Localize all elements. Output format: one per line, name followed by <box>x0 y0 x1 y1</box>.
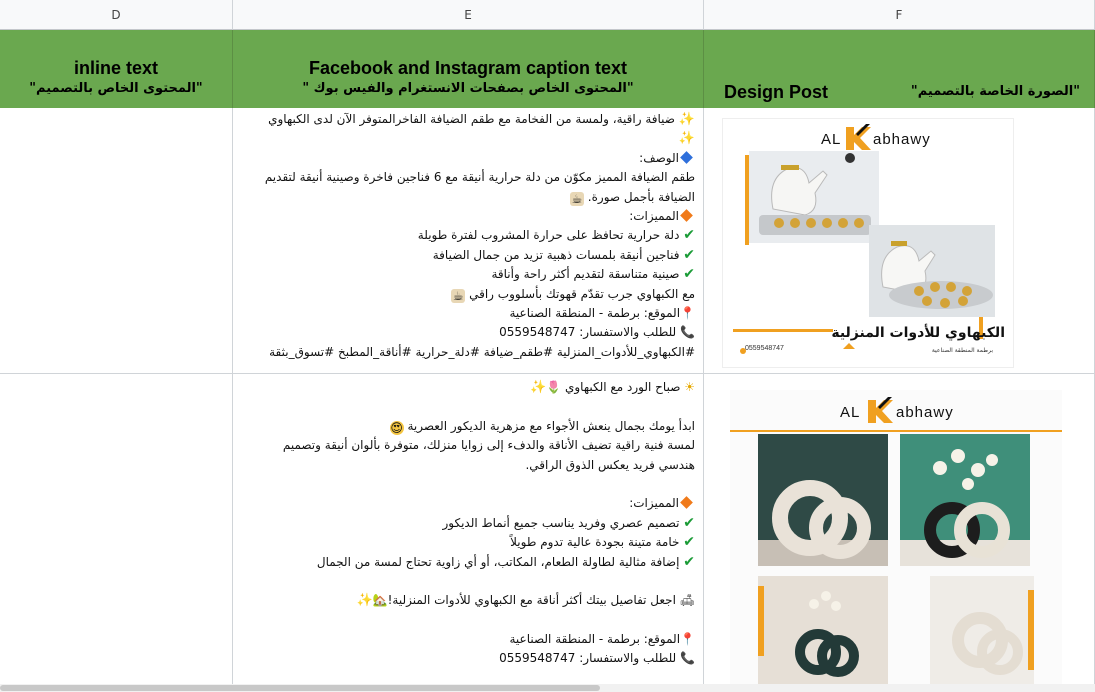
check-icon: ✔ <box>683 553 695 570</box>
column-letter: E <box>464 7 472 22</box>
blue-diamond-icon <box>680 151 693 164</box>
post-location: برطمة المنطقة الصناعية <box>931 347 993 354</box>
caption-line: المميزات: <box>629 496 679 511</box>
column-header-f[interactable] <box>704 0 1095 30</box>
caption-line: طقم الضيافة المميز مكوّن من دلة حرارية أنيقة مع 6 فناجين فاخرة وصينية أنيقة لتقديم <box>264 170 695 185</box>
check-icon: ✔ <box>683 266 695 283</box>
phone-icon: 📞 <box>680 325 695 340</box>
sun-icon: ☀ <box>684 380 695 394</box>
brand-logo-right: abhawy <box>873 131 931 148</box>
caption-line: صينية متناسقة لتقديم أكثر راحة وأناقة <box>491 267 680 282</box>
check-icon: ✔ <box>683 534 695 551</box>
caption-line: للطلب والاستفسار: 0559548747 <box>499 651 677 666</box>
cell-f-row2[interactable] <box>704 374 1095 692</box>
caption-line: اجعل تفاصيل بيتك أكثر أناقة مع الكبهاوي للأدوات المنزلية! <box>387 593 676 608</box>
sparkles-icon: ✨ <box>678 131 695 147</box>
header-title-e: Facebook and Instagram caption text <box>308 58 628 78</box>
caption-text <box>233 374 703 669</box>
cell-e-row2[interactable] <box>233 374 704 692</box>
caption-text <box>233 108 703 362</box>
caption-line: الوصف: <box>639 150 679 165</box>
caption-line: دلة حرارية تحافظ على حرارة المشروب لفترة طويلة <box>417 228 680 243</box>
caption-line: تصميم عصري وفريد يناسب جميع أنماط الديكور <box>442 515 680 530</box>
post-phone: 0559548747 <box>745 345 784 352</box>
caption-line: ضيافة راقية، ولمسة من الفخامة مع طقم الضيافة الفاخرالمتوفر الآن لدى الكبهاوي <box>268 112 675 126</box>
orange-diamond-icon <box>680 209 693 222</box>
heart-eyes-icon: 😍 <box>390 420 403 435</box>
header-title-d: inline text <box>73 58 158 78</box>
cell-e-row1[interactable] <box>233 108 704 374</box>
sparkles-icon: ✨ <box>678 112 695 127</box>
coffee-icon: ☕ <box>452 288 464 303</box>
header-subtitle-d: "المحتوى الخاص بالتصميم" <box>29 81 203 96</box>
caption-line: الموقع: برطمة - المنطقة الصناعية <box>509 305 681 320</box>
cell-d-row2[interactable] <box>0 374 233 692</box>
header-cell-f[interactable] <box>704 30 1095 108</box>
coffee-icon: ☕ <box>571 191 583 206</box>
sparkles-icon: ✨ <box>356 593 373 609</box>
caption-line: صباح الورد مع الكبهاوي <box>564 380 681 394</box>
caption-line: هندسي فريد يعكس الذوق الراقي. <box>525 457 695 472</box>
column-header-e[interactable] <box>233 0 704 30</box>
caption-line: للطلب والاستفسار: 0559548747 <box>499 325 677 340</box>
brand-logo-right: abhawy <box>896 404 954 421</box>
design-post-image-2[interactable] <box>730 390 1062 692</box>
caption-line: لمسة فنية راقية تضيف الأناقة والدفء إلى زوايا منزلك، متوفرة بألوان أنيقة وتصميم <box>282 438 695 453</box>
header-title-f: Design Post <box>724 82 829 102</box>
vase-illustration <box>730 390 1062 692</box>
orange-diamond-icon <box>680 496 693 509</box>
brand-logo-left: AL <box>840 404 861 421</box>
sofa-icon: 🛋 <box>679 593 695 608</box>
column-header-d[interactable] <box>0 0 233 30</box>
caption-line: فناجين أنيقة بلمسات ذهبية تزيد من جمال الضيافة <box>432 247 680 262</box>
check-icon: ✔ <box>683 227 695 244</box>
caption-line: إضافة مثالية لطاولة الطعام، المكاتب، أو أي زاوية تحتاج لمسة من الجمال <box>316 554 680 569</box>
caption-line: خامة متينة بجودة عالية تدوم طويلاً <box>510 535 680 550</box>
caption-line: الموقع: برطمة - المنطقة الصناعية <box>509 632 681 647</box>
sparkles-icon: ✨ <box>530 380 547 395</box>
header-subtitle-f: "الصورة الخاصة بالتصميم" <box>910 84 1080 99</box>
caption-line: ابدأ يومك بجمال ينعش الأجواء مع مزهرية الديكور العصرية <box>407 418 695 433</box>
caption-line: #الكبهاوي_للأدوات_المنزلية #طقم_ضيافة #دلة_حرارية #أناقة_المطبخ #تسوق_بثقة <box>269 344 695 359</box>
brand-logo-left: AL <box>821 131 842 148</box>
tulip-icon: 🌷 <box>546 380 562 394</box>
check-icon: ✔ <box>683 514 695 531</box>
caption-line: المميزات: <box>629 208 679 223</box>
horizontal-scrollbar-thumb[interactable] <box>0 685 600 691</box>
house-icon: 🏡 <box>372 593 388 608</box>
caption-line: مع الكبهاوي جرب تقدّم قهوتك بأسلووب راقي <box>469 286 695 301</box>
post-tagline: الكبهاوي للأدوات المنزلية <box>831 325 1005 341</box>
check-icon: ✔ <box>683 246 695 263</box>
design-post-image-1[interactable] <box>722 118 1014 368</box>
header-cell-d[interactable] <box>0 30 233 108</box>
column-letter: F <box>895 7 903 22</box>
pin-icon: 📍 <box>680 632 695 647</box>
column-letter: D <box>111 7 121 22</box>
caption-line: الضيافة بأجمل صورة. <box>587 189 695 204</box>
header-cell-e[interactable] <box>233 30 704 108</box>
cell-d-row1[interactable] <box>0 108 233 374</box>
pin-icon: 📍 <box>680 305 695 320</box>
phone-icon: 📞 <box>680 651 695 666</box>
cell-f-row1[interactable] <box>704 108 1095 374</box>
header-subtitle-e: "المحتوى الخاص بصفحات الانستغرام والفيس بوك " <box>302 81 634 96</box>
